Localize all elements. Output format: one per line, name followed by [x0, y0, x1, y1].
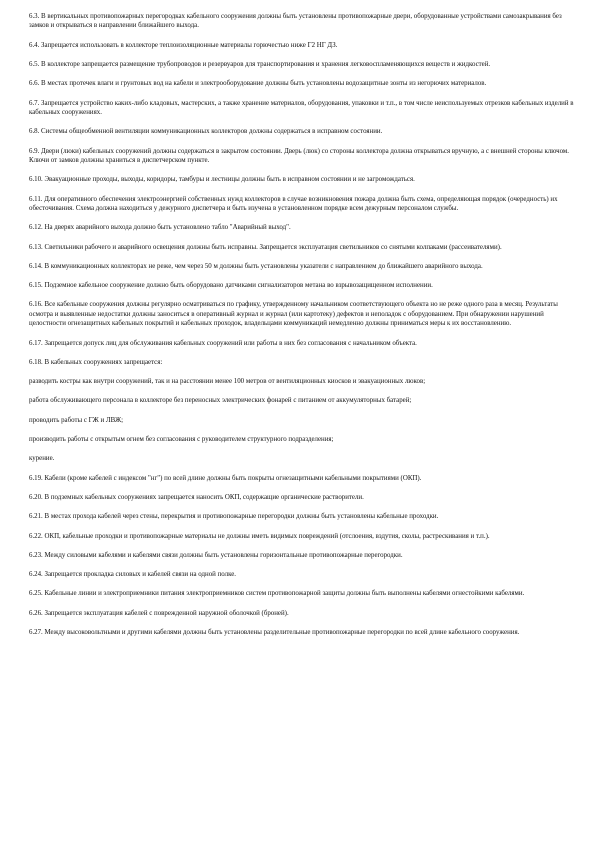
paragraph-6-6: 6.6. В местах протечек влаги и грунтовых вод на кабели и электрооборудование должны быть установлены водозащитные зонты из негорючих материалов. [29, 80, 487, 88]
paragraph-6-3: 6.3. В вертикальных противопожарных перегородках кабельного сооружения должны быть установлены противопожарные двери, оборудованные устройствами самозакрывания без замков и открываться в направлении ближайшего выхода. [29, 13, 562, 30]
prohibition-item-smoking: курение. [29, 455, 55, 463]
paragraph-6-9: 6.9. Двери (люки) кабельных сооружений должны содержаться в закрытом состоянии. Дверь (люк) со стороны коллектора должна открываться вручную, а с внешней стороны ключом. Ключи от замков должны храниться в диспетчерском пункте. [29, 147, 569, 164]
paragraph-6-4: 6.4. Запрещается использовать в коллекторе теплоизоляционные материалы горючестью ниже Г2 НГ ДЗ. [29, 41, 338, 49]
paragraph-6-20: 6.20. В подземных кабельных сооружениях запрещается наносить ОКП, содержащие органические растворители. [29, 493, 364, 501]
paragraph-6-11: 6.11. Для оперативного обеспечения электроэнергией собственных нужд коллекторов в случае возникновения пожара должна быть схема, определяющая порядок (очередность) их обесточивания. Схема должна находиться у дежурного диспетчера и быть изучена в установленном порядке всем дежурным персоналом службы. [29, 195, 558, 212]
paragraph-6-5: 6.5. В коллекторе запрещается размещение трубопроводов и резервуаров для транспортирования и хранения легковоспламеняющихся веществ и жидкостей. [29, 61, 491, 68]
paragraph-6-15: 6.15. Подземное кабельное сооружение должно быть оборудовано датчиками сигнализаторов метана во взрывозащищенном исполнении. [29, 282, 433, 290]
paragraph-6-22: 6.22. ОКП, кабельные проходки и противопожарные материалы не должны иметь видимых повреждений (отслоения, вздутия, сколы, растрескивания и т.п.). [29, 532, 490, 540]
prohibition-item-lanterns: работа обслуживающего персонала в коллекторе без переносных электрических фонарей с питанием от аккумуляторных батарей; [29, 397, 412, 405]
paragraph-6-14: 6.14. В коммуникационных коллекторах не реже, чем через 50 м должны быть установлены указатели с направлением до ближайшего аварийного выхода. [29, 262, 483, 270]
paragraph-6-19: 6.19. Кабели (кроме кабелей с индексом "нг") по всей длине должны быть покрыты огнезащитными кабельными покрытиями (ОКП). [29, 474, 422, 482]
paragraph-6-16: 6.16. Все кабельные сооружения должны регулярно осматриваться по графику, утвержденному начальником соответствующего объекта но не реже одного раза в месяц. Результаты осмотра и выявленные недостатки должны заноситься в оперативный журнал и журнал (или картотеку) дефектов и неполадок с оборудованием. При обнаружении нарушений целостности огнезащитных кабельных покрытий и кабельных проходок, владельцами коммуникаций немедленно должны приниматься меры к их восстановлению. [29, 301, 558, 328]
paragraph-6-24: 6.24. Запрещается прокладка силовых и кабелей связи на одной полке. [29, 571, 237, 579]
prohibition-item-open-fire: производить работы с открытым огнем без согласования с руководителем структурного подразделения; [29, 436, 334, 444]
paragraph-6-21: 6.21. В местах прохода кабелей через стены, перекрытия и противопожарные перегородки должны быть установлены кабельные проходки. [29, 513, 439, 521]
prohibition-item-fires: разводить костры как внутри сооружений, так и на расстоянии менее 100 метров от вентиляционных киосков и эвакуационных люков; [29, 378, 426, 386]
paragraph-6-13: 6.13. Светильники рабочего и аварийного освещения должны быть исправны. Запрещается эксплуатация светильников со снятыми колпаками (рассеивателями). [29, 243, 502, 251]
paragraph-6-23: 6.23. Между силовыми кабелями и кабелями связи должны быть установлены горизонтальные противопожарные перегородки. [29, 551, 403, 559]
paragraph-6-25: 6.25. Кабельные линии и электроприемники питания электроприемников систем противопожарной защиты должны быть выполнены кабелями огнестойкими кабелями. [29, 590, 525, 598]
document-body [29, 12, 574, 647]
paragraph-6-17: 6.17. Запрещается допуск лиц для обслуживания кабельных сооружений или работы в них без согласования с начальником объекта. [29, 339, 417, 347]
paragraph-6-26: 6.26. Запрещается эксплуатация кабелей с поврежденной наружной оболочкой (броней). [29, 609, 289, 617]
prohibition-item-flammable-liquids: проводить работы с ГЖ и ЛВЖ; [29, 416, 124, 424]
paragraph-6-8: 6.8. Системы общеобменной вентиляции коммуникационных коллекторов должны содержаться в исправном состоянии. [29, 128, 383, 136]
paragraph-6-18: 6.18. В кабельных сооружениях запрещается: [29, 358, 163, 366]
paragraph-6-27: 6.27. Между высоковольтными и другими кабелями должны быть установлены разделительные противопожарные перегородки по всей длине кабельного сооружения. [29, 629, 520, 637]
paragraph-6-7: 6.7. Запрещается устройство каких-либо кладовых, мастерских, а также хранение материалов, оборудования, упаковки и т.п., в том числе неиспользуемых отрезков кабельных изделий в кабельных сооружениях. [29, 99, 574, 116]
paragraph-6-10: 6.10. Эвакуационные проходы, выходы, коридоры, тамбуры и лестницы должны быть в исправном состоянии и не загромождаться. [29, 176, 415, 184]
paragraph-6-12: 6.12. На дверях аварийного выхода должно быть установлено табло "Аварийный выход". [29, 224, 291, 232]
